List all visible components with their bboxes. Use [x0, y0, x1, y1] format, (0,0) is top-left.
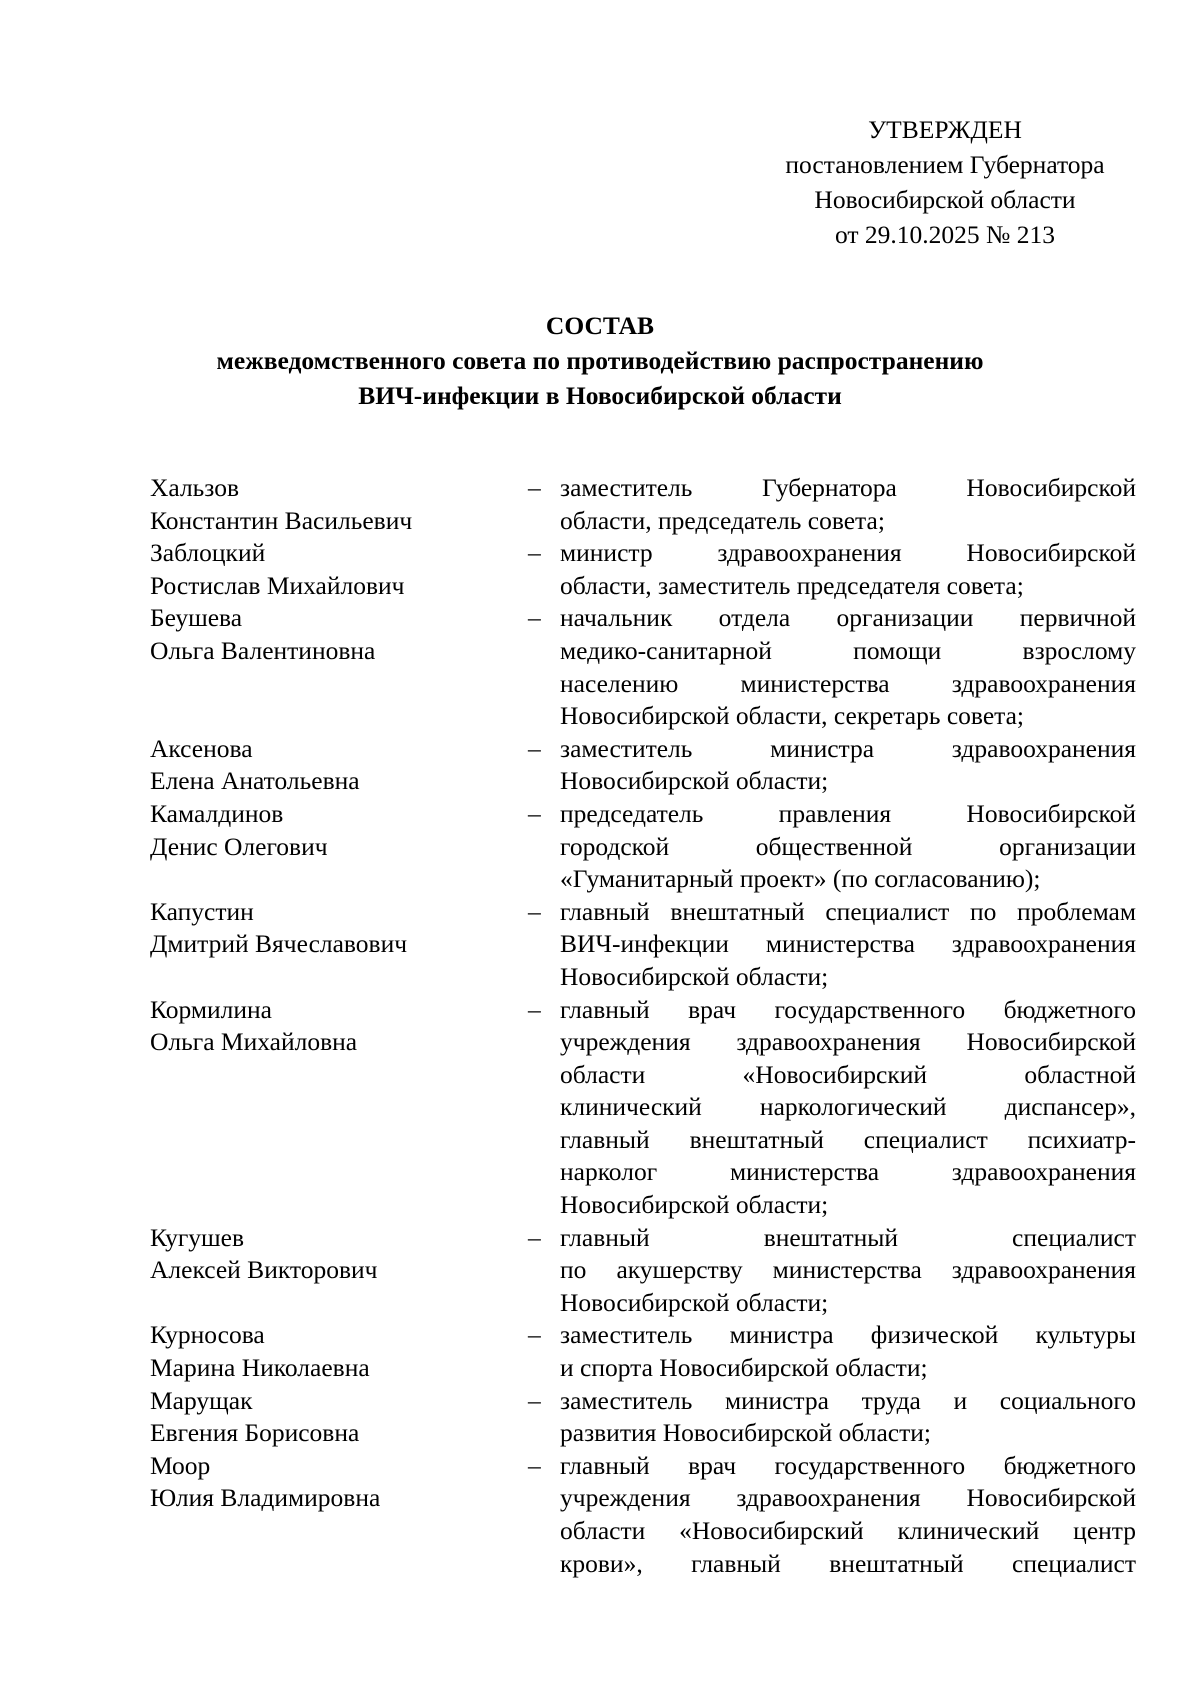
- member-role-line: ВИЧ-инфекции министерства здравоохранения: [560, 929, 1136, 959]
- member-role-line: населению министерства здравоохранения: [560, 668, 1136, 698]
- member-given-names: Алексей Викторович: [150, 1255, 378, 1285]
- member-dash: –: [528, 896, 541, 926]
- member-row: [150, 1385, 1150, 1450]
- member-name: [150, 537, 520, 602]
- member-surname: Кугушев: [150, 1222, 245, 1252]
- member-role-line: Новосибирской области;: [560, 961, 829, 991]
- member-role-line: заместитель Губернатора Новосибирской: [560, 473, 1136, 502]
- member-role-line: главный внештатный специалист по проблемам: [560, 896, 1136, 926]
- member-dash: –: [528, 1222, 541, 1252]
- member-surname: Хальзов: [150, 473, 240, 502]
- member-given-names: Ростислав Михайлович: [150, 570, 405, 600]
- member-role-line: и спорта Новосибирской области;: [560, 1353, 928, 1383]
- document-title: [0, 308, 1200, 413]
- member-role-line: Новосибирской области;: [560, 1190, 829, 1220]
- member-row: [150, 994, 1150, 1222]
- member-dash: –: [528, 473, 541, 502]
- title-line-1: межведомственного совета по противодействию распространению: [216, 346, 984, 375]
- approval-block: [755, 112, 1135, 252]
- member-role-line: Новосибирской области;: [560, 1287, 829, 1317]
- member-role-line: клинический наркологический диспансер»,: [560, 1092, 1136, 1122]
- member-row: [150, 798, 1150, 896]
- member-given-names: Ольга Михайловна: [150, 1027, 358, 1057]
- member-surname: Заблоцкий: [150, 538, 266, 568]
- member-row: [150, 602, 1150, 732]
- member-given-names: Марина Николаевна: [150, 1353, 370, 1383]
- member-role-line: заместитель министра здравоохранения: [560, 733, 1136, 763]
- member-given-names: Ольга Валентиновна: [150, 635, 376, 665]
- member-name: [150, 602, 520, 732]
- member-surname: Беушева: [150, 603, 243, 633]
- member-role-line: области, председатель совета;: [560, 505, 885, 535]
- member-dash: –: [528, 733, 541, 763]
- member-role-line: заместитель министра физической культуры: [560, 1320, 1136, 1350]
- member-role-line: по акушерству министерства здравоохранения: [560, 1255, 1136, 1285]
- member-row: [150, 1319, 1150, 1384]
- member-name: [150, 1222, 520, 1320]
- member-name: [150, 896, 520, 994]
- member-name: [150, 472, 520, 537]
- member-role-line: главный внештатный специалист: [560, 1222, 1136, 1252]
- approval-line-1: постановлением Губернатора: [785, 150, 1105, 179]
- member-name: [150, 1450, 520, 1580]
- member-dash: –: [528, 994, 541, 1024]
- member-role-line: развития Новосибирской области;: [560, 1418, 931, 1448]
- member-role: [560, 1385, 1136, 1450]
- member-role-line: медико-санитарной помощи взрослому: [560, 635, 1136, 665]
- member-role-line: заместитель министра труда и социального: [560, 1385, 1136, 1415]
- member-given-names: Евгения Борисовна: [150, 1418, 360, 1448]
- member-role-line: главный врач государственного бюджетного: [560, 994, 1136, 1024]
- member-role-line: главный внештатный специалист психиатр-: [560, 1124, 1136, 1154]
- member-given-names: Елена Анатольевна: [150, 766, 360, 796]
- member-role-line: главный врач государственного бюджетного: [560, 1450, 1136, 1480]
- member-role-line: учреждения здравоохранения Новосибирской: [560, 1027, 1136, 1057]
- member-role: [560, 602, 1136, 732]
- members-list: [150, 472, 1150, 1580]
- title-heading: СОСТАВ: [545, 311, 655, 340]
- member-role-line: «Гуманитарный проект» (по согласованию);: [560, 864, 1041, 894]
- member-row: [150, 1450, 1150, 1580]
- member-role: [560, 1222, 1136, 1320]
- member-surname: Камалдинов: [150, 798, 284, 828]
- member-row: [150, 537, 1150, 602]
- member-row: [150, 472, 1150, 537]
- member-role-line: Новосибирской области;: [560, 766, 829, 796]
- member-name: [150, 798, 520, 896]
- member-surname: Моор: [150, 1450, 211, 1480]
- member-dash: –: [528, 798, 541, 828]
- member-dash: –: [528, 1385, 541, 1415]
- title-line-2: ВИЧ-инфекции в Новосибирской области: [358, 381, 842, 410]
- member-row: [150, 733, 1150, 798]
- member-role-line: нарколог министерства здравоохранения: [560, 1157, 1136, 1187]
- member-role: [560, 1319, 1136, 1384]
- member-surname: Марущак: [150, 1385, 253, 1415]
- member-role-line: учреждения здравоохранения Новосибирской: [560, 1483, 1136, 1513]
- member-role-line: председатель правления Новосибирской: [560, 798, 1136, 828]
- member-role: [560, 472, 1136, 537]
- member-dash: –: [528, 1450, 541, 1480]
- member-role-line: области «Новосибирский областной: [560, 1059, 1136, 1089]
- member-role-line: Новосибирской области, секретарь совета;: [560, 701, 1024, 731]
- member-role: [560, 537, 1136, 602]
- member-dash: –: [528, 1320, 541, 1350]
- member-role-line: министр здравоохранения Новосибирской: [560, 538, 1136, 568]
- member-role-line: области, заместитель председателя совета;: [560, 570, 1024, 600]
- member-row: [150, 896, 1150, 994]
- member-name: [150, 1319, 520, 1384]
- member-role-line: крови», главный внештатный специалист: [560, 1548, 1136, 1578]
- member-surname: Кормилина: [150, 994, 272, 1024]
- approval-line-2: Новосибирской области: [814, 185, 1076, 214]
- member-given-names: Константин Васильевич: [150, 505, 413, 535]
- member-dash: –: [528, 538, 541, 568]
- member-surname: Аксенова: [150, 733, 253, 763]
- member-role-line: городской общественной организации: [560, 831, 1136, 861]
- member-role: [560, 733, 1136, 798]
- member-role: [560, 798, 1136, 896]
- member-role: [560, 1450, 1136, 1580]
- member-surname: Капустин: [150, 896, 254, 926]
- member-role: [560, 896, 1136, 994]
- member-name: [150, 733, 520, 798]
- member-role: [560, 994, 1136, 1222]
- member-surname: Курносова: [150, 1320, 265, 1350]
- member-role-line: области «Новосибирский клинический центр: [560, 1516, 1136, 1545]
- member-name: [150, 1385, 520, 1450]
- member-given-names: Юлия Владимировна: [150, 1483, 381, 1513]
- member-dash: –: [528, 603, 541, 633]
- approval-status: УТВЕРЖДЕН: [868, 115, 1022, 144]
- member-row: [150, 1222, 1150, 1320]
- member-given-names: Денис Олегович: [150, 831, 328, 861]
- member-name: [150, 994, 520, 1222]
- approval-line-3: от 29.10.2025 № 213: [834, 220, 1055, 249]
- member-role-line: начальник отдела организации первичной: [560, 603, 1136, 633]
- member-given-names: Дмитрий Вячеславович: [150, 929, 408, 959]
